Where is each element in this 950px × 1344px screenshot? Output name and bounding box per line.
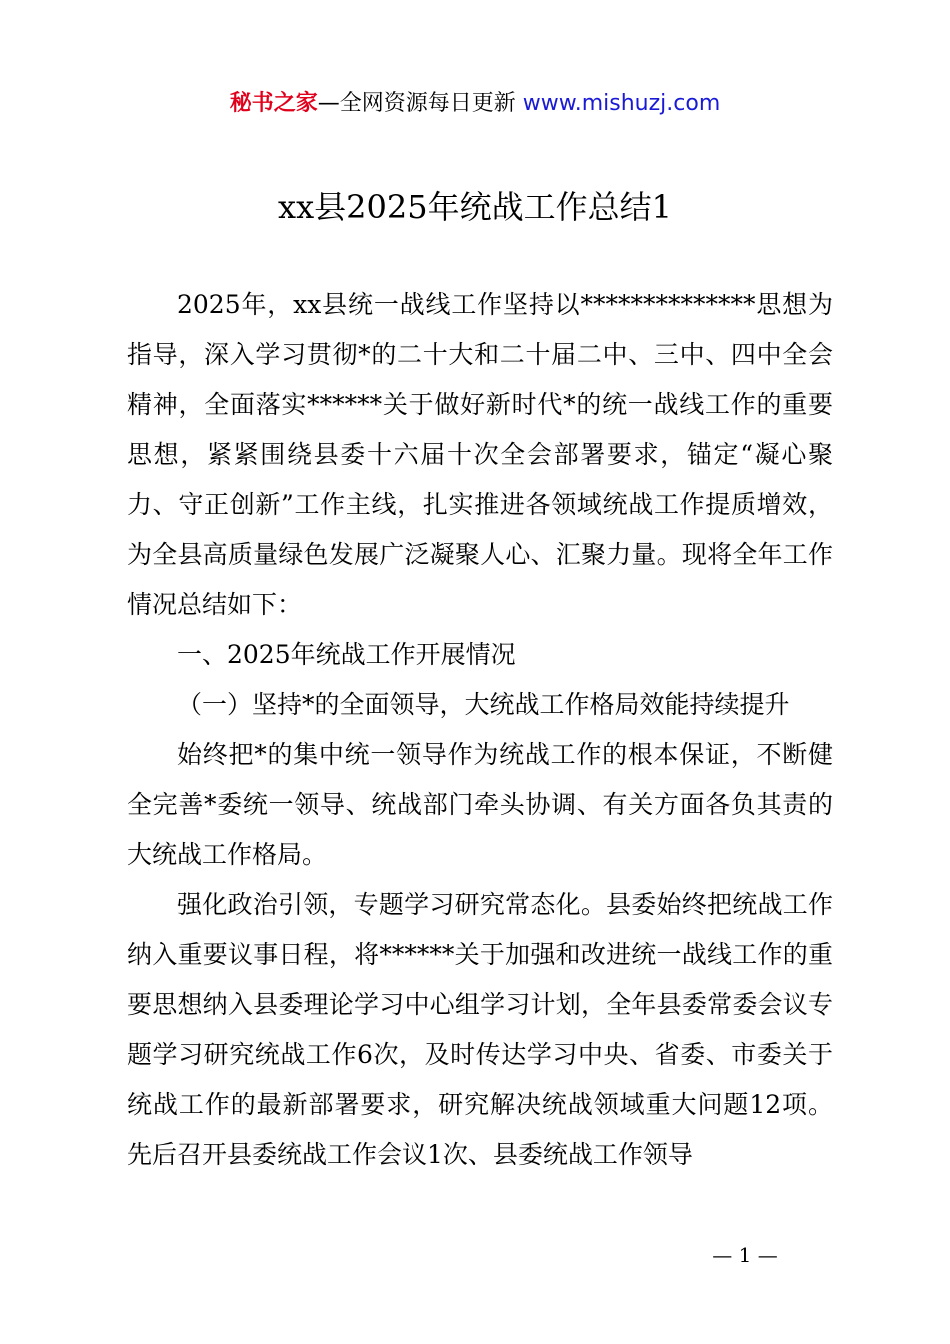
body-paragraph: 强化政治引领，专题学习研究常态化。县委始终把统战工作纳入重要议事日程，将******关于加强和改进统一战线工作的重要思想纳入县委理论学习中心组学习计划，全年县委常委会议专题学习研究统战工作6次，及时传达学习中央、省委、市委关于统战工作的最新部署要求，研究解决统战领域重大问题12项。先后召开县委统战工作会议1次、县委统战工作领导	[127, 890, 833, 1169]
page-number: — 1 —	[712, 1243, 778, 1267]
intro-paragraph: 2025年，xx县统一战线工作坚持以**************思想为指导，深入学习贯彻*的二十大和二十届二中、三中、四中全会精神，全面落实******关于做好新时代*的统一战线工作的重要思想，紧紧围绕县委十六届十次全会部署要求，锚定“凝心聚力、守正创新”工作主线，扎实推进各领域统战工作提质增效，为全县高质量绿色发展广泛凝聚人心、汇聚力量。现将全年工作情况总结如下：	[127, 290, 833, 619]
subsection-heading: （一）坚持*的全面领导，大统战工作格局效能持续提升	[177, 690, 790, 719]
site-banner	[0, 86, 950, 122]
document-body	[127, 280, 833, 1180]
banner-url-link[interactable]: www.mishuzj.com	[522, 91, 721, 116]
banner-slogan: —全网资源每日更新	[317, 91, 516, 116]
body-paragraph: 始终把*的集中统一领导作为统战工作的根本保证，不断健全完善*委统一领导、统战部门牵头协调、有关方面各负其责的大统战工作格局。	[127, 740, 833, 869]
document-title: xx县2025年统战工作总结1	[278, 188, 672, 226]
section-heading: 一、2025年统战工作开展情况	[177, 640, 516, 669]
banner-brand: 秘书之家	[229, 91, 318, 116]
